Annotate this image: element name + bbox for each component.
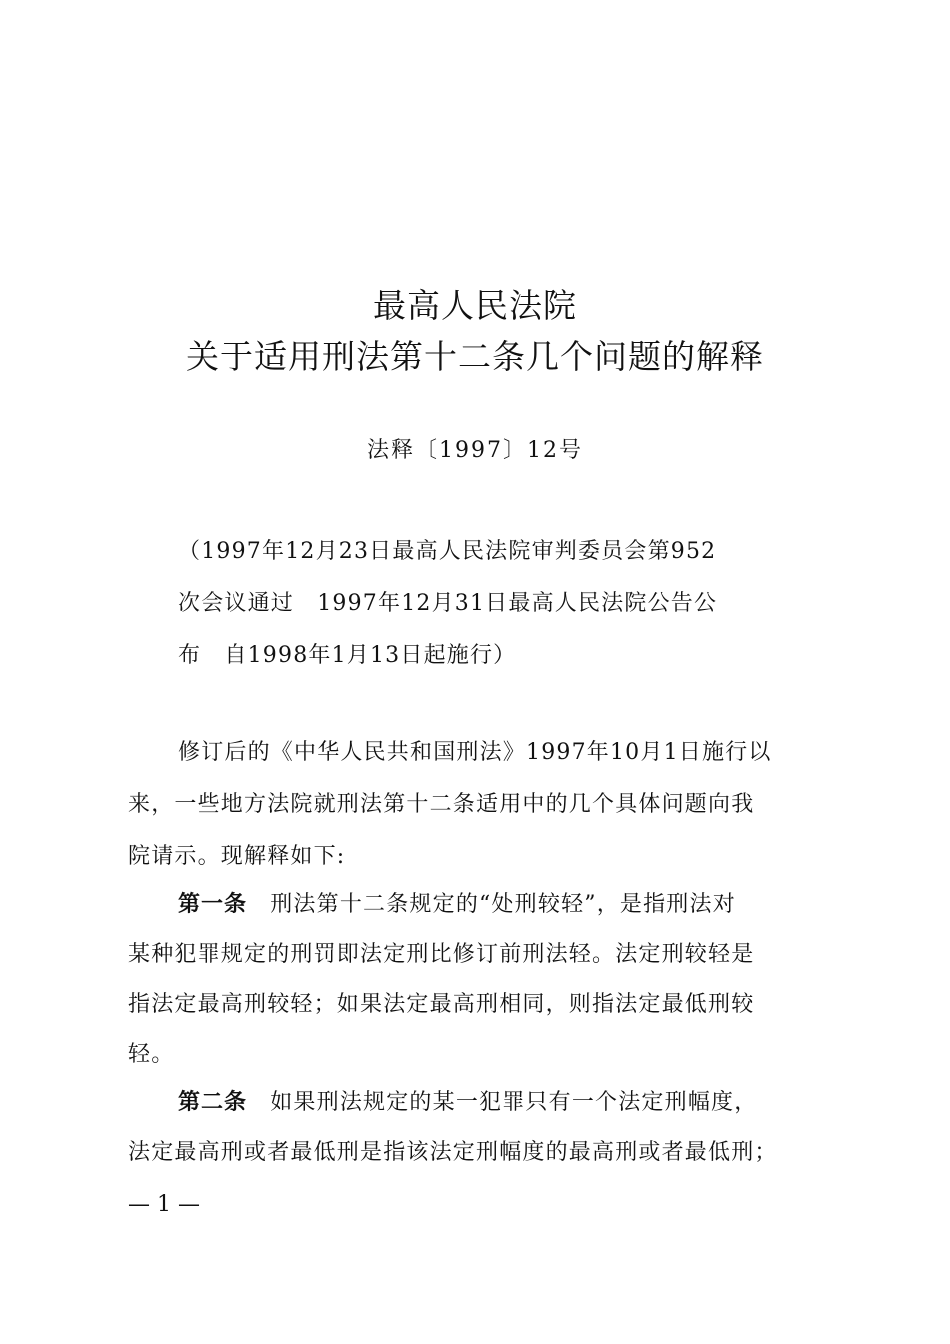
intro-paragraph-line: 修订后的《中华人民共和国刑法》1997年10月1日施行以 — [178, 740, 772, 765]
article-2-line: 法定最高刑或者最低刑是指该法定刑幅度的最高刑或者最低刑； — [128, 1140, 778, 1165]
intro-paragraph-line: 来，一些地方法院就刑法第十二条适用中的几个具体问题向我 — [128, 792, 755, 817]
article-1-first-line — [178, 889, 736, 921]
article-2-text: 如果刑法规定的某一犯罪只有一个法定刑幅度， — [247, 1090, 758, 1115]
adoption-note-line: （1997年12月23日最高人民法院审判委员会第952 — [178, 539, 717, 564]
document-number: 法释〔1997〕12号 — [367, 438, 583, 463]
article-1-heading: 第一条 — [178, 892, 248, 917]
page-number-footer: — 1 — — [128, 1192, 200, 1217]
article-1-line: 轻。 — [128, 1042, 175, 1067]
article-2-first-line — [178, 1087, 757, 1119]
adoption-note-line: 布 自1998年1月13日起施行） — [178, 643, 517, 668]
document-title-line-1: 最高人民法院 — [373, 286, 577, 325]
article-1-text: 刑法第十二条规定的“处刑较轻”，是指刑法对 — [247, 892, 736, 917]
article-2-heading: 第二条 — [178, 1090, 248, 1115]
intro-paragraph-line: 院请示。现解释如下: — [128, 844, 346, 869]
article-1-line: 某种犯罪规定的刑罚即法定刑比修订前刑法轻。法定刑较轻是 — [128, 942, 755, 967]
adoption-note-line: 次会议通过 1997年12月31日最高人民法院公告公 — [178, 591, 718, 616]
document-title-line-2: 关于适用刑法第十二条几个问题的解释 — [186, 337, 764, 376]
article-1-line: 指法定最高刑较轻；如果法定最高刑相同，则指法定最低刑较 — [128, 992, 755, 1017]
